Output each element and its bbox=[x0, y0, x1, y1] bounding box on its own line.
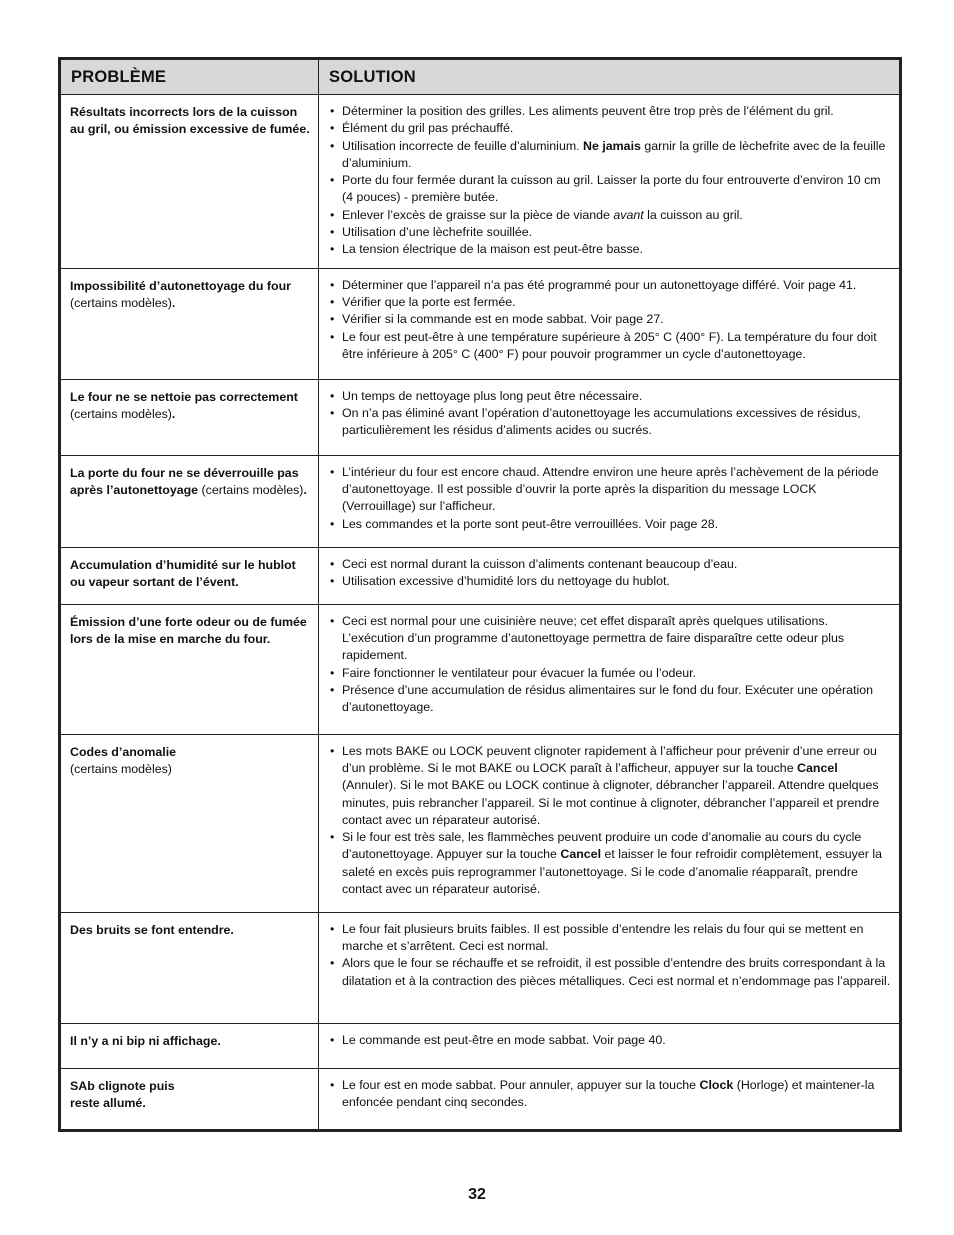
solution-text: Porte du four fermée durant la cuisson au gril. Laisser la porte du four entrouverte d’environ 10 cm (4 pouces) - première butée. bbox=[342, 173, 881, 205]
solution-text: Ne jamais bbox=[583, 138, 641, 153]
problem-text: Des bruits se font entendre. bbox=[70, 922, 234, 937]
solution-list bbox=[328, 388, 891, 440]
problem-cell bbox=[60, 604, 319, 734]
solution-text: Le commande est peut-être en mode sabbat. Voir page 40. bbox=[342, 1032, 666, 1047]
solution-cell bbox=[319, 912, 901, 1023]
solution-text: Déterminer la position des grilles. Les aliments peuvent être trop près de l’élément du gril. bbox=[342, 104, 834, 118]
problem-text: Le four ne se nettoie pas correctement bbox=[70, 389, 298, 404]
solution-cell bbox=[319, 1023, 901, 1068]
problem-cell bbox=[60, 455, 319, 547]
solution-text: Utilisation d’une lèchefrite souillée. bbox=[342, 225, 533, 240]
problem-text: Impossibilité d’autonettoyage du four bbox=[70, 278, 291, 293]
solution-text: (Horloge) et maintener-la enfoncée pendant cinq secondes. bbox=[342, 1077, 875, 1109]
solution-item bbox=[328, 103, 891, 120]
solution-text: Vérifier que la porte est fermée. bbox=[342, 294, 516, 309]
solution-list bbox=[328, 556, 891, 591]
solution-text: Utilisation excessive d’humidité lors du nettoyage du hublot. bbox=[342, 573, 670, 588]
solution-cell bbox=[319, 1068, 901, 1130]
solution-text: garnir la grille de lèchefrite avec de la feuille d’aluminium. bbox=[342, 138, 886, 170]
solution-text: Ceci est normal durant la cuisson d’aliments contenant beaucoup d’eau. bbox=[342, 556, 738, 571]
solution-text: On n’a pas éliminé avant l’opération d’autonettoyage les accumulations excessives de résidus, particulièrement les résidus d’aliments acides ou sucrés. bbox=[342, 405, 861, 438]
solution-list bbox=[328, 1032, 891, 1049]
solution-list bbox=[328, 277, 891, 363]
table-row bbox=[60, 547, 901, 604]
problem-text: (certains modèles) bbox=[70, 761, 172, 776]
solution-cell bbox=[319, 604, 901, 734]
solution-list bbox=[328, 743, 891, 899]
solution-cell bbox=[319, 547, 901, 604]
solution-item bbox=[328, 120, 891, 137]
table-header-row bbox=[60, 59, 901, 95]
troubleshooting-table bbox=[58, 57, 902, 1132]
solution-cell bbox=[319, 734, 901, 912]
solution-text: Le four est peut-être à une température supérieure à 205° C (400° F). La température du four doit être inférieure à 205° C (400° F) pour pouvoir programmer un cycle d’autonettoyage. bbox=[342, 329, 877, 361]
solution-item bbox=[328, 665, 891, 682]
solution-text: La tension électrique de la maison est peut-être basse. bbox=[342, 242, 643, 257]
solution-cell bbox=[319, 379, 901, 455]
table-row bbox=[60, 604, 901, 734]
solution-item bbox=[328, 388, 891, 405]
solution-text: Utilisation incorrecte de feuille d’aluminium. bbox=[342, 138, 584, 153]
solution-item bbox=[328, 207, 891, 224]
solution-item bbox=[328, 138, 891, 173]
problem-cell bbox=[60, 268, 319, 379]
table-row bbox=[60, 455, 901, 547]
page-number: 32 bbox=[468, 1186, 486, 1203]
solution-text: Faire fonctionner le ventilateur pour évacuer la fumée ou l’odeur. bbox=[342, 665, 697, 680]
solution-cell bbox=[319, 268, 901, 379]
solution-text: Clock bbox=[699, 1077, 734, 1092]
solution-text: Présence d’une accumulation de résidus alimentaires sur le fond du four. Exécuter une opération d’autonettoyage. bbox=[342, 682, 874, 715]
problem-cell bbox=[60, 1068, 319, 1130]
problem-cell bbox=[60, 379, 319, 455]
solution-text: Les commandes et la porte sont peut-être verrouillées. Voir page 28. bbox=[342, 516, 719, 531]
problem-text: SAb clignote puis bbox=[70, 1078, 175, 1093]
solution-item bbox=[328, 1032, 891, 1049]
problem-cell bbox=[60, 1023, 319, 1068]
header-problem: PROBLÈME bbox=[60, 59, 319, 95]
problem-text: Il n’y a ni bip ni affichage. bbox=[70, 1033, 221, 1048]
solution-item bbox=[328, 743, 891, 829]
solution-item bbox=[328, 224, 891, 241]
problem-cell bbox=[60, 95, 319, 269]
problem-text: Émission d’une forte odeur ou de fumée lors de la mise en marche du four. bbox=[70, 614, 307, 646]
solution-list bbox=[328, 103, 891, 259]
solution-item bbox=[328, 573, 891, 590]
problem-cell bbox=[60, 912, 319, 1023]
problem-text: Accumulation d’humidité sur le hublot ou vapeur sortant de l’évent. bbox=[70, 557, 296, 589]
problem-text: (certains modèles) bbox=[198, 482, 304, 497]
table-row bbox=[60, 912, 901, 1023]
solution-item bbox=[328, 241, 891, 258]
solution-text: et laisser le four refroidir complètement, essuyer la saleté en excès puis reprogrammer l’autonettoyage. Si le code d’anomalie réapparaît, prendre contact avec un réparateur autorisé. bbox=[342, 847, 882, 897]
solution-list bbox=[328, 1077, 891, 1112]
solution-text: Les mots BAKE ou LOCK peuvent clignoter rapidement à l’afficheur pour prévenir d’une erreur ou d’un problème. Si le mot BAKE ou LOCK paraît à l’afficheur, appuyer sur la touche bbox=[342, 743, 877, 775]
solution-item bbox=[328, 682, 891, 717]
solution-list bbox=[328, 464, 891, 533]
table-row bbox=[60, 1068, 901, 1130]
solution-list bbox=[328, 613, 891, 717]
solution-item bbox=[328, 921, 891, 956]
solution-cell bbox=[319, 455, 901, 547]
solution-item bbox=[328, 464, 891, 516]
table-row bbox=[60, 268, 901, 379]
solution-item bbox=[328, 277, 891, 294]
problem-text: Résultats incorrects lors de la cuisson au gril, ou émission excessive de fumée. bbox=[70, 105, 310, 137]
solution-text: Élément du gril pas préchauffé. bbox=[342, 121, 514, 136]
problem-text: Codes d’anomalie bbox=[70, 744, 177, 759]
solution-item bbox=[328, 172, 891, 207]
solution-item bbox=[328, 516, 891, 533]
header-solution: SOLUTION bbox=[319, 59, 901, 95]
solution-text: Ceci est normal pour une cuisinière neuve; cet effet disparaît après quelques utilisations. L’exécution d’un programme d’autonettoyage permettra de faire disparaître cette odeur plus rapidement. bbox=[342, 613, 845, 663]
solution-item bbox=[328, 1077, 891, 1112]
problem-cell bbox=[60, 734, 319, 912]
solution-text: (Annuler). Si le mot BAKE ou LOCK continue à clignoter, débrancher l’appareil. Attendre quelques minutes, puis rebrancher l’appareil. Si le mot continue à clignoter, débrancher l’appareil et prendre contact avec un réparateur autorisé. bbox=[342, 778, 880, 827]
problem-text: . bbox=[171, 295, 176, 310]
solution-text: Déterminer que l’appareil n’a pas été programmé pour un autonettoyage différé. Voir page 41. bbox=[342, 277, 857, 292]
problem-text: . bbox=[171, 406, 176, 421]
solution-text: Un temps de nettoyage plus long peut être nécessaire. bbox=[342, 388, 643, 403]
solution-text: Si le four est très sale, les flammèches peuvent produire un code d’anomalie au cours du cycle d’autonettoyage. Appuyer sur la touche bbox=[342, 830, 862, 862]
solution-text: Le four est en mode sabbat. Pour annuler, appuyer sur la touche bbox=[342, 1077, 700, 1092]
table-row bbox=[60, 734, 901, 912]
solution-item bbox=[328, 405, 891, 440]
solution-item bbox=[328, 829, 891, 898]
solution-item bbox=[328, 955, 891, 990]
problem-cell bbox=[60, 547, 319, 604]
table-row bbox=[60, 95, 901, 269]
table-body bbox=[60, 95, 901, 1131]
solution-cell bbox=[319, 95, 901, 269]
solution-item bbox=[328, 294, 891, 311]
solution-text: Enlever l’excès de graisse sur la pièce de viande bbox=[342, 207, 614, 222]
problem-text: (certains modèles) bbox=[70, 406, 172, 421]
solution-text: Le four fait plusieurs bruits faibles. Il est possible d’entendre les relais du four qui se mettent en marche et s’arrêtent. Ceci est normal. bbox=[342, 921, 864, 953]
solution-item bbox=[328, 329, 891, 364]
solution-item bbox=[328, 311, 891, 328]
solution-text: Cancel bbox=[797, 760, 838, 775]
problem-text: La porte du four ne se déverrouille pas après l’autonettoyage bbox=[70, 465, 299, 497]
solution-list bbox=[328, 921, 891, 990]
solution-text: Cancel bbox=[560, 847, 602, 862]
solution-item bbox=[328, 556, 891, 573]
table-row bbox=[60, 1023, 901, 1068]
table-row bbox=[60, 379, 901, 455]
solution-text: L’intérieur du four est encore chaud. Attendre environ une heure après l’achèvement de la période d’autonettoyage. Il est possible d’ouvrir la porte après la disparition du message LOCK (Verrouillage) sur l’afficheur. bbox=[342, 464, 879, 514]
solution-text: avant bbox=[613, 207, 644, 222]
solution-item bbox=[328, 613, 891, 665]
solution-text: Alors que le four se réchauffe et se refroidit, il est possible d’entendre des bruits correspondant à la dilatation et à la contraction des pièces métalliques. Ceci est normal et n’endommage pas l’appareil. bbox=[342, 956, 891, 988]
problem-text: (certains modèles) bbox=[70, 295, 172, 310]
problem-text: reste allumé. bbox=[70, 1095, 146, 1110]
problem-text: . bbox=[303, 482, 307, 497]
solution-text: la cuisson au gril. bbox=[643, 207, 743, 222]
solution-text: Vérifier si la commande est en mode sabbat. Voir page 27. bbox=[342, 312, 664, 327]
